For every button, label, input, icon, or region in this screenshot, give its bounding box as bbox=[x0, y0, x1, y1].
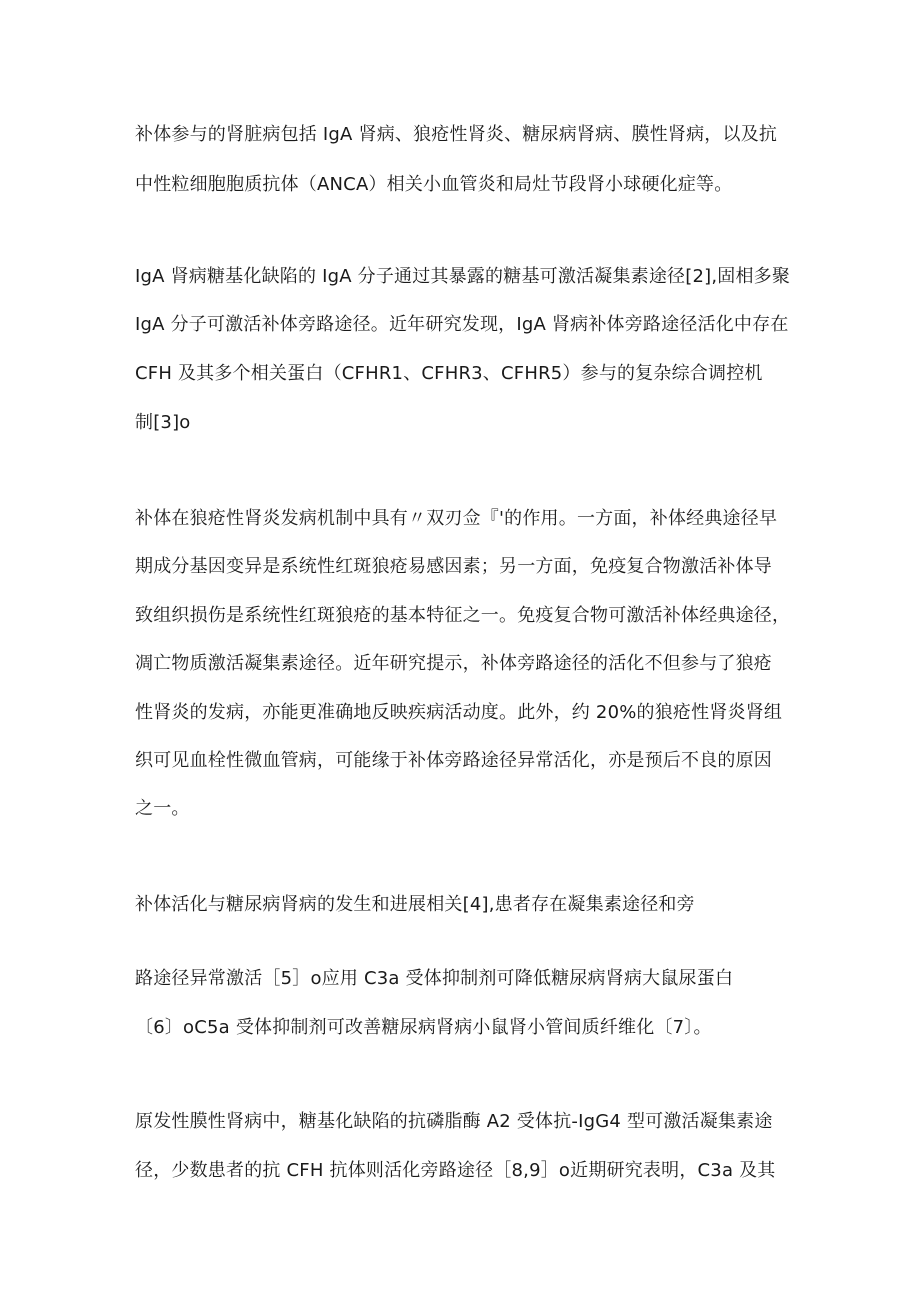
paragraph-3-line-6: 织可见血栓性微血管病，可能缘于补体旁路途径异常活化，亦是预后不良的原因 bbox=[135, 750, 772, 771]
paragraph-3-line-3: 致组织损伤是系统性红斑狼疮的基本特征之一。免疫复合物可激活补体经典途径， bbox=[135, 605, 791, 626]
paragraph-2-line-2: IgA 分子可激活补体旁路途径。近年研究发现，IgA 肾病补体旁路途径活化中存在 bbox=[135, 314, 789, 335]
paragraph-2-line-4: 制[3]o bbox=[135, 412, 191, 433]
paragraph-3-line-7: 之一。 bbox=[135, 798, 190, 819]
paragraph-1-line-1: 补体参与的肾脏病包括 IgA 肾病、狼疮性肾炎、糖尿病肾病、膜性肾病，以及抗 bbox=[135, 124, 778, 145]
paragraph-3-line-2: 期成分基因变异是系统性红斑狼疮易感因素；另一方面，免疫复合物激活补体导 bbox=[135, 556, 772, 577]
paragraph-3-line-5: 性肾炎的发病，亦能更准确地反映疾病活动度。此外，约 20%的狼疮性肾炎肾组 bbox=[135, 702, 783, 723]
paragraph-4-line-2: 路途径异常激活［5］o应用 C3a 受体抑制剂可降低糖尿病肾病大鼠尿蛋白 bbox=[135, 968, 734, 989]
paragraph-3-line-4: 凋亡物质激活凝集素途径。近年研究提示，补体旁路途径的活化不但参与了狼疮 bbox=[135, 653, 772, 674]
paragraph-2-line-3: CFH 及其多个相关蛋白（CFHR1、CFHR3、CFHR5）参与的复杂综合调控机 bbox=[135, 363, 763, 384]
paragraph-5-line-1: 原发性膜性肾病中，糖基化缺陷的抗磷脂酶 A2 受体抗-IgG4 型可激活凝集素途 bbox=[135, 1111, 773, 1132]
paragraph-2-line-1: IgA 肾病糖基化缺陷的 IgA 分子通过其暴露的糖基可激活凝集素途径[2],固相多聚 bbox=[135, 266, 791, 287]
paragraph-1-line-2: 中性粒细胞胞质抗体（ANCA）相关小血管炎和局灶节段肾小球硬化症等。 bbox=[135, 174, 733, 195]
paragraph-5-line-2: 径，少数患者的抗 CFH 抗体则活化旁路途径［8,9］o近期研究表明，C3a 及其 bbox=[135, 1160, 776, 1181]
paragraph-3-line-1: 补体在狼疮性肾炎发病机制中具有〃双刃佥『'的作用。一方面，补体经典途径早 bbox=[135, 508, 778, 529]
paragraph-4-line-3: 〔6〕oC5a 受体抑制剂可改善糖尿病肾病小鼠肾小管间质纤维化〔7〕。 bbox=[135, 1017, 712, 1038]
paragraph-4-line-1: 补体活化与糖尿病肾病的发生和进展相关[4],患者存在凝集素途径和旁 bbox=[135, 894, 695, 915]
